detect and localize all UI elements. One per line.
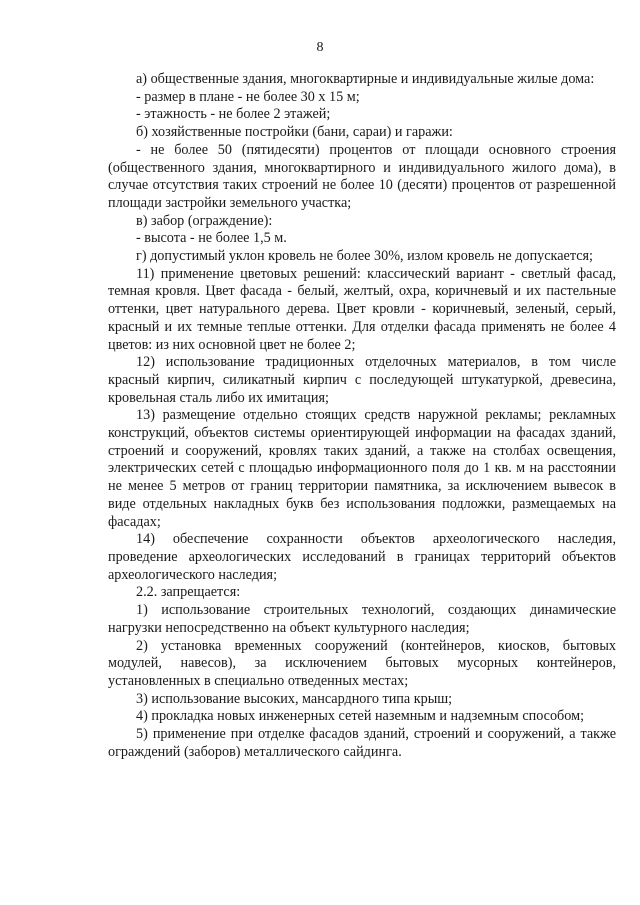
paragraph: 3) использование высоких, мансардного типа крыш; [136, 690, 453, 707]
paragraph: 14) обеспечение сохранности объектов археологического наследия, проведение археологических исследований в границах территорий объектов археологического наследия; [108, 531, 616, 583]
paragraph: 11) применение цветовых решений: классический вариант - светлый фасад, темная кровля. Цвет фасада - белый, желтый, охра, коричневый и их пастельные оттенки, цвет натурального дерева. Цвет кровли - коричневый, зеленый, серый, красный и их темные теплые оттенки. Для отделки фасада применять не более 4 цветов: из них основной цвет не более 2; [108, 265, 616, 353]
paragraph: - не более 50 (пятидесяти) процентов от площади основного строения (общественного здания, многоквартирного и индивидуального жилого дома), в случае отсутствия таких строений не более 10 (десяти) процентов от разрешенной площади застройки земельного участка; [108, 141, 616, 211]
paragraph: г) допустимый уклон кровель не более 30%, излом кровель не допускается; [136, 248, 593, 265]
paragraph: 4) прокладка новых инженерных сетей наземным и надземным способом; [136, 708, 585, 725]
document-body [108, 71, 616, 761]
paragraph: а) общественные здания, многоквартирные и индивидуальные жилые дома: [136, 71, 595, 87]
paragraph: в) забор (ограждение): [136, 212, 273, 229]
paragraph: 12) использование традиционных отделочных материалов, в том числе красный кирпич, силикатный кирпич с последующей штукатуркой, древесина, кровельная сталь либо их имитация; [108, 354, 616, 406]
paragraph: - высота - не более 1,5 м. [136, 230, 287, 247]
paragraph: 13) размещение отдельно стоящих средств наружной рекламы; рекламных конструкций, объектов системы ориентирующей информации на фасадах зданий, строений и сооружений, кровлях таких зданий, а также на столбах освещения, электрических сетей с площадью информационного поля до 1 кв. м на расстоянии не менее 5 метров от границ территории памятника, за исключением вывесок в виде отдельных накладных букв без использования подложки, размещаемых на фасадах; [108, 407, 616, 530]
paragraph: б) хозяйственные постройки (бани, сараи) и гаражи: [136, 124, 453, 141]
paragraph: 2.2. запрещается: [136, 584, 241, 601]
paragraph: 5) применение при отделке фасадов зданий, строений и сооружений, а также ограждений (заборов) металлического сайдинга. [108, 726, 616, 760]
paragraph: - размер в плане - не более 30 х 15 м; [136, 88, 360, 105]
paragraph: 2) установка временных сооружений (контейнеров, киосков, бытовых модулей, навесов), за исключением бытовых мусорных контейнеров, установленных в специально отведенных местах; [108, 637, 616, 689]
page-number: 8 [316, 40, 324, 55]
paragraph: 1) использование строительных технологий, создающих динамические нагрузки непосредственно на объект культурного наследия; [108, 602, 616, 636]
paragraph: - этажность - не более 2 этажей; [136, 106, 331, 123]
